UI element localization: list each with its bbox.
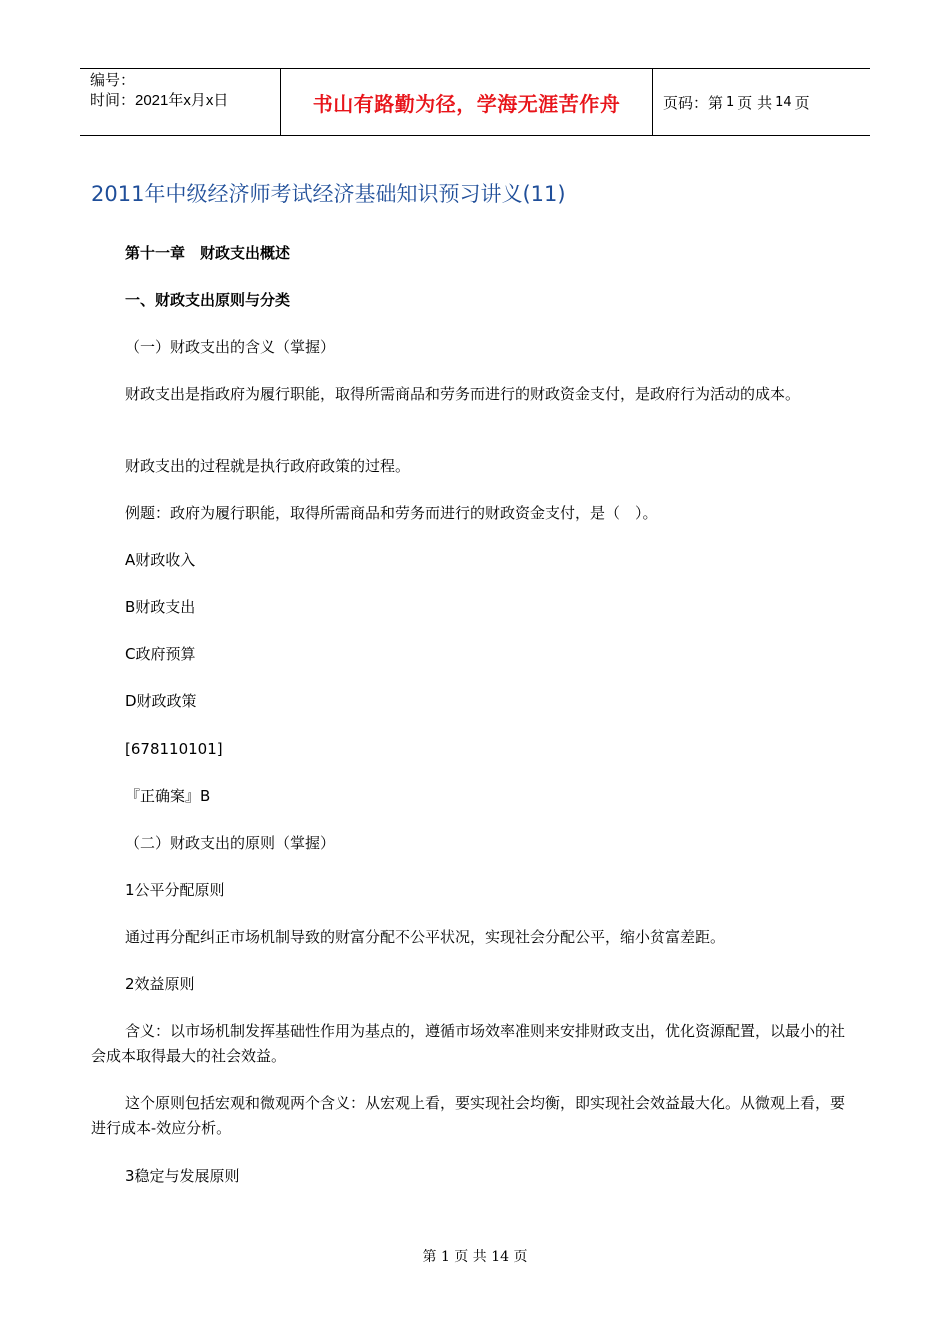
header-meta-cell [80, 69, 281, 135]
page-end: 页 [794, 93, 810, 112]
principle-2-text: 含义：以市场机制发挥基础性作用为基点的，遵循市场效率准则来安排财政支出，优化资源配置，以最小的社会成本取得最大的社会效益。 [91, 1022, 846, 1065]
example-question: 例题：政府为履行职能，取得所需商品和劳务而进行的财政资金支付，是（ ）。 [125, 504, 658, 522]
page-footer: 第 1 页 共 14 页 [422, 1249, 528, 1265]
principle-1-heading: 1公平分配原则 [125, 881, 225, 899]
question-code: [678110101] [125, 740, 223, 758]
page-indicator [653, 69, 870, 135]
paragraph-process: 财政支出的过程就是执行政府政策的过程。 [125, 457, 411, 475]
subsection-heading-2: （二）财政支出的原则（掌握） [125, 834, 336, 852]
number-label: 编号： [90, 72, 136, 89]
option-b: B财政支出 [125, 598, 196, 616]
principle-1-text: 通过再分配纠正市场机制导致的财富分配不公平状况，实现社会分配公平，缩小贫富差距。 [125, 928, 726, 946]
option-d: D财政政策 [125, 692, 197, 710]
page-total: 14 [775, 94, 792, 110]
paragraph-definition: 财政支出是指政府为履行职能，取得所需商品和劳务而进行的财政资金支付，是政府行为活动的成本。 [125, 385, 801, 403]
section-heading: 一、财政支出原则与分类 [125, 291, 291, 309]
chapter-heading: 第十一章 财政支出概述 [125, 244, 291, 262]
principle-3-heading: 3稳定与发展原则 [125, 1167, 240, 1185]
principle-2-heading: 2效益原则 [125, 975, 195, 993]
principle-2-text-2: 这个原则包括宏观和微观两个含义：从宏观上看，要实现社会均衡，即实现社会效益最大化。从微观上看，要进行成本-效应分析。 [91, 1094, 846, 1137]
option-a: A财政收入 [125, 551, 196, 569]
motto: 书山有路勤为径，学海无涯苦作舟 [281, 69, 653, 135]
page-mid: 页 共 [737, 93, 773, 112]
document-title: 2011年中级经济师考试经济基础知识预习讲义(11) [91, 182, 566, 206]
page-label: 页码：第 [663, 93, 724, 112]
subsection-heading-1: （一）财政支出的含义（掌握） [125, 338, 336, 356]
document-header [80, 68, 870, 136]
correct-answer: 『正确案』B [125, 787, 211, 805]
page-current: 1 [726, 94, 735, 110]
option-c: C政府预算 [125, 645, 196, 663]
date-line: 时间：2021年x月x日 [90, 92, 229, 109]
